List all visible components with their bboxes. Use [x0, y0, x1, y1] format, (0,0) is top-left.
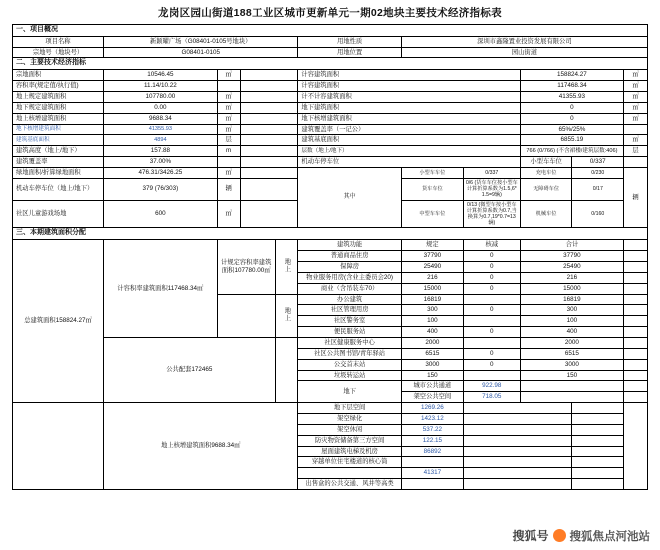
- alloc-row-regulated: 100: [401, 316, 463, 327]
- field-label-project-name: 项目名称: [13, 36, 104, 47]
- alloc-under-unit: [572, 457, 624, 468]
- alloc-under-total: [463, 424, 572, 435]
- indicator-unit: ㎡: [624, 113, 648, 124]
- alloc-row-total: 25490: [520, 261, 623, 272]
- indicator-label: 地下核增建筑面积: [13, 124, 104, 135]
- alloc-row-reduce: [463, 294, 520, 305]
- indicator-label: 计容建筑面积: [298, 70, 520, 81]
- indicator-label: 地上规定建筑面积: [13, 91, 104, 102]
- indicator-label: 地下规定建筑面积: [13, 102, 104, 113]
- alloc-under-unit: [572, 446, 624, 457]
- alloc-row-name: 垃圾转运站: [298, 370, 401, 381]
- indicator-unit: ㎡: [624, 91, 648, 102]
- indicator-value: 11.14/10.22: [104, 81, 218, 92]
- parking-group-label: 其中: [298, 167, 401, 228]
- alloc-row-name: 办公建筑: [298, 294, 401, 305]
- indicator-value: 65%/25%: [520, 124, 623, 135]
- parking-type-label: 货车车位: [401, 178, 463, 200]
- alloc-under-unit: [572, 424, 624, 435]
- alloc-row-reduce: [463, 316, 520, 327]
- alloc-row-unit: [624, 283, 648, 294]
- alloc-header-unit: [624, 240, 648, 251]
- alloc-under-name: 屋面建筑电梯及机房: [298, 446, 401, 457]
- alloc-row-unit: [624, 272, 648, 283]
- indicator-value: 600: [104, 200, 218, 228]
- parking-extra-label: 机械车位: [520, 200, 572, 228]
- alloc-header-regulated: 规定: [401, 240, 463, 251]
- indicator-unit: 层: [624, 146, 648, 157]
- alloc-row-unit: [624, 327, 648, 338]
- indicator-unit: 辆: [217, 178, 240, 200]
- parking-extra-value: 0/160: [572, 200, 624, 228]
- indicator-unit: ㎡: [624, 81, 648, 92]
- indicator-value: 9688.34: [104, 113, 218, 124]
- indicator-label: 地下核增建筑面积: [298, 113, 520, 124]
- alloc-under-unit: [572, 403, 624, 414]
- spacer-cell: [240, 81, 298, 92]
- alloc-far-label: 计容积率建筑面积117468.34㎡: [117, 284, 204, 292]
- indicator-value: 379 (76/303): [104, 178, 218, 200]
- alloc-row-unit: [624, 261, 648, 272]
- indicator-label: 建筑覆盖率（一记公）: [298, 124, 520, 135]
- alloc-row-reduce: 0: [463, 305, 520, 316]
- indicator-unit: [624, 157, 648, 168]
- watermark: [512, 527, 650, 544]
- indicator-label: 容积率(规定值/执行值): [13, 81, 104, 92]
- alloc-under-name: 架空公共空间: [401, 392, 463, 403]
- alloc-below-ground-label: [298, 381, 401, 403]
- indicator-value: 0.00: [104, 102, 218, 113]
- alloc-header-function: 建筑功能: [298, 240, 401, 251]
- alloc-under-total: [520, 381, 623, 392]
- alloc-under-value: 122.15: [401, 435, 463, 446]
- alloc-under-total: [520, 392, 623, 403]
- indicator-label: 建筑高度（地上/地下）: [13, 146, 104, 157]
- indicator-value: 6855.19: [520, 135, 623, 146]
- alloc-row-total: 3000: [520, 359, 623, 370]
- indicator-label: 绿地面积/折算绿地面积: [13, 167, 104, 178]
- alloc-row-name: 普通商品住房: [298, 251, 401, 262]
- alloc-row-total: 16819: [520, 294, 623, 305]
- alloc-under-total: [463, 435, 572, 446]
- indicator-label: 建筑基底面积: [298, 135, 520, 146]
- indicator-table: [12, 24, 648, 490]
- parking-type-value: 0/6 (货车车位按小型车计算折算系数为1.5,6*1.5=9辆): [463, 178, 520, 200]
- alloc-under-unit: [572, 479, 624, 490]
- section-heading-3: 三、本期建筑面积分配: [13, 228, 648, 240]
- alloc-under-name: [298, 468, 401, 479]
- spacer-cell: [240, 91, 298, 102]
- alloc-under-name: 出售盒的公共交通、风井等高类: [298, 479, 401, 490]
- indicator-label: 计容建筑面积: [298, 81, 520, 92]
- alloc-under-total: [463, 413, 572, 424]
- alloc-increase-area-box: [104, 403, 298, 490]
- indicator-label: 计不计容建筑面积: [298, 91, 520, 102]
- spacer-cell: [240, 124, 298, 135]
- indicator-value: 766 (0/766) (不含裙楼/建筑层数:406): [520, 146, 623, 157]
- alloc-row-regulated: 37790: [401, 251, 463, 262]
- indicator-unit: ㎡: [217, 200, 240, 228]
- parking-extra-label: 充电车位: [520, 167, 572, 178]
- page-title: 龙岗区园山街道188工业区城市更新单元一期02地块主要技术经济指标表: [158, 7, 502, 19]
- spacer-cell: [240, 102, 298, 113]
- alloc-total-label: 总建筑面积158824.27㎡: [24, 317, 92, 325]
- indicator-value: 41355.93: [104, 124, 218, 135]
- field-value-parcel-no: G08401-0105: [104, 47, 298, 58]
- alloc-row-unit: [624, 294, 648, 305]
- alloc-under-unit: [624, 381, 648, 392]
- alloc-row-total: 37790: [520, 251, 623, 262]
- indicator-label: 建筑基底面积: [13, 135, 104, 146]
- alloc-row-name: 商业（含吊装车70）: [298, 283, 401, 294]
- spacer-cell: [240, 70, 298, 81]
- parking-type-label: 小型车车位: [401, 167, 463, 178]
- alloc-public-label: 公共配套172465: [166, 366, 213, 374]
- indicator-value: 0: [520, 102, 623, 113]
- alloc-row-unit: [624, 348, 648, 359]
- indicator-label: 社区儿童游戏场地: [13, 200, 104, 228]
- field-value-land-use: 深圳市鑫隆置业投资发展有限公司: [401, 36, 647, 47]
- field-label-land-use: 用地性质: [298, 36, 401, 47]
- spacer-cell: [240, 157, 298, 168]
- alloc-row-total: 400: [520, 327, 623, 338]
- indicator-label: 机动车停车位（地上/地下）: [13, 178, 104, 200]
- indicator-unit: ㎡: [624, 102, 648, 113]
- alloc-under-value: 41317: [401, 468, 463, 479]
- alloc-under-unit: [572, 413, 624, 424]
- alloc-above-ground-label: [275, 240, 298, 294]
- alloc-under-name: 地下层空间: [298, 403, 401, 414]
- alloc-row-regulated: 6515: [401, 348, 463, 359]
- alloc-row-reduce: 0: [463, 359, 520, 370]
- parking-type-label: 中型车车位: [401, 200, 463, 228]
- alloc-row-total: 216: [520, 272, 623, 283]
- alloc-row-reduce: 0: [463, 261, 520, 272]
- alloc-row-name: 便民服务站: [298, 327, 401, 338]
- section-heading-2: 二、主要技术经济指标: [13, 58, 648, 70]
- field-label-parcel-no: 宗地号（地块号）: [13, 47, 104, 58]
- alloc-row-name: 物业服务用房(含业主委员会20): [298, 272, 401, 283]
- alloc-row-regulated: 15000: [401, 283, 463, 294]
- alloc-under-unit: [572, 435, 624, 446]
- section-heading-1: 一、项目概况: [13, 25, 648, 37]
- alloc-row-regulated: 3000: [401, 359, 463, 370]
- indicator-label: 地上核增建筑面积: [13, 113, 104, 124]
- alloc-row-name: 社区警务室: [298, 316, 401, 327]
- alloc-row-total: 6515: [520, 348, 623, 359]
- indicator-unit: m: [217, 146, 240, 157]
- indicator-label: 宗地面积: [13, 70, 104, 81]
- alloc-under-value: 1423.12: [401, 413, 463, 424]
- alloc-row-regulated: 216: [401, 272, 463, 283]
- alloc-row-reduce: 0: [463, 251, 520, 262]
- alloc-under-unit: [624, 392, 648, 403]
- spacer-cell: [240, 146, 298, 157]
- alloc-under-total: [463, 479, 572, 490]
- alloc-under-name: 穿越单位住宅楼道的核心筒: [298, 457, 401, 468]
- indicator-unit: ㎡: [624, 70, 648, 81]
- alloc-row-unit: [624, 305, 648, 316]
- indicator-value: 107780.00: [104, 91, 218, 102]
- alloc-total-cell-spacer: [13, 403, 104, 490]
- alloc-row-name: 社区健康服务中心: [298, 337, 401, 348]
- below-ground-text: 地下: [343, 387, 356, 395]
- indicator-value: 10546.45: [104, 70, 218, 81]
- indicator-unit: ㎡: [217, 70, 240, 81]
- alloc-public-group-col: [275, 337, 298, 402]
- indicator-label: 建筑覆盖率: [13, 157, 104, 168]
- alloc-under-value: [401, 479, 463, 490]
- alloc-row-regulated: 150: [401, 370, 463, 381]
- indicator-label: 层数（地上/地下）: [298, 146, 520, 157]
- alloc-row-regulated: 16819: [401, 294, 463, 305]
- alloc-total-cell: [13, 240, 104, 403]
- indicator-value: 157.88: [104, 146, 218, 157]
- alloc-row-name: 社区公共图书馆/青年驿站: [298, 348, 401, 359]
- spacer-cell: [240, 200, 298, 228]
- alloc-row-total: 2000: [520, 337, 623, 348]
- alloc-row-total: 150: [520, 370, 623, 381]
- alloc-under-name: 城市公共通道: [401, 381, 463, 392]
- indicator-value: 117468.34: [520, 81, 623, 92]
- watermark-text-1: 搜狐号: [512, 529, 549, 543]
- alloc-row-unit: [624, 359, 648, 370]
- spacer-cell: [240, 167, 298, 178]
- alloc-row-total: 300: [520, 305, 623, 316]
- alloc-under-name: 架空休闲: [298, 424, 401, 435]
- alloc-under-total: [463, 468, 572, 479]
- indicator-label: 机动车停车位: [298, 157, 520, 168]
- alloc-row-unit: [624, 370, 648, 381]
- alloc-regulated-box: [217, 240, 275, 294]
- indicator-unit: ㎡: [217, 124, 240, 135]
- indicator-value: 158824.27: [520, 70, 623, 81]
- alloc-under-value: 922.98: [463, 381, 520, 392]
- alloc-regulated-label: 计规定容积率建筑面积107780.00㎡: [221, 258, 272, 274]
- indicator-unit: [624, 124, 648, 135]
- alloc-under-total: [463, 403, 572, 414]
- alloc-under-value: 718.05: [463, 392, 520, 403]
- parking-extra-value: 0/230: [572, 167, 624, 178]
- alloc-under-value: 537.22: [401, 424, 463, 435]
- spacer-cell: [240, 178, 298, 200]
- alloc-header-reduce: 核减: [463, 240, 520, 251]
- above-ground-text-2: 地上: [283, 306, 291, 322]
- alloc-row-unit: [624, 251, 648, 262]
- field-value-project-name: 新颖曜广场（G08401-0105号地块）: [104, 36, 298, 47]
- indicator-sub-value: 0/337: [572, 157, 624, 168]
- indicator-unit: 层: [217, 135, 240, 146]
- alloc-under-value: [401, 457, 463, 468]
- alloc-row-reduce: [463, 337, 520, 348]
- alloc-row-reduce: [463, 370, 520, 381]
- indicator-unit: ㎡: [217, 91, 240, 102]
- alloc-under-value: 1269.26: [401, 403, 463, 414]
- parking-extra-label: 无障碍车位: [520, 178, 572, 200]
- alloc-public-box: [104, 337, 276, 402]
- indicator-unit: ㎡: [624, 135, 648, 146]
- indicator-value: 37.00%: [104, 157, 218, 168]
- alloc-row-total: 100: [520, 316, 623, 327]
- spacer-cell: [240, 135, 298, 146]
- alloc-row-reduce: 0: [463, 348, 520, 359]
- alloc-above-ground-label-2: [275, 294, 298, 337]
- alloc-row-name: 公交首末站: [298, 359, 401, 370]
- indicator-unit: [217, 81, 240, 92]
- indicator-value: 4894: [104, 135, 218, 146]
- alloc-row-name: 保障房: [298, 261, 401, 272]
- above-ground-text: 地上: [283, 258, 291, 273]
- alloc-far-box: [104, 240, 218, 338]
- alloc-under-name: 防灾物资储备第三方空间: [298, 435, 401, 446]
- indicator-label: 地下建筑面积: [298, 102, 520, 113]
- field-value-location: 园山街道: [401, 47, 647, 58]
- alloc-row-reduce: 0: [463, 283, 520, 294]
- alloc-row-regulated: 300: [401, 305, 463, 316]
- indicator-value: 41355.93: [520, 91, 623, 102]
- alloc-row-total: 15000: [520, 283, 623, 294]
- alloc-increase-area-label: 地上核增建筑面积9688.34㎡: [160, 442, 241, 450]
- parking-unit: 辆: [624, 167, 648, 228]
- parking-type-value: 0/13 (微型车按小型车计算折算系数为0.7,当换算为0.7,19*0.7=13辆): [463, 200, 520, 228]
- alloc-under-name: 架空绿化: [298, 413, 401, 424]
- indicator-unit: ㎡: [217, 167, 240, 178]
- alloc-row-reduce: 0: [463, 272, 520, 283]
- alloc-row-unit: [624, 316, 648, 327]
- parking-extra-value: 0/17: [572, 178, 624, 200]
- field-label-location: 用地位置: [298, 47, 401, 58]
- spacer-cell: [240, 113, 298, 124]
- indicator-value: 0: [520, 113, 623, 124]
- indicator-unit: [217, 157, 240, 168]
- alloc-row-reduce: 0: [463, 327, 520, 338]
- alloc-row-regulated: 25490: [401, 261, 463, 272]
- alloc-row-unit: [624, 337, 648, 348]
- alloc-under-value: 86892: [401, 446, 463, 457]
- alloc-under-total: [463, 446, 572, 457]
- indicator-unit: ㎡: [217, 102, 240, 113]
- alloc-row-name: 社区管理用房: [298, 305, 401, 316]
- watermark-text-2: 搜狐焦点河池站: [569, 530, 650, 543]
- indicator-sub-label: 小型车车位: [520, 157, 572, 168]
- indicator-unit: ㎡: [217, 113, 240, 124]
- alloc-increase-box: [217, 294, 275, 337]
- alloc-row-regulated: 400: [401, 327, 463, 338]
- indicator-value: 476.31/3426.25: [104, 167, 218, 178]
- alloc-under-unit: [572, 468, 624, 479]
- alloc-header-total: 合计: [520, 240, 623, 251]
- alloc-under-total: [463, 457, 572, 468]
- sohu-logo-icon: [553, 529, 566, 542]
- parking-type-value: 0/337: [463, 167, 520, 178]
- alloc-row-regulated: 2000: [401, 337, 463, 348]
